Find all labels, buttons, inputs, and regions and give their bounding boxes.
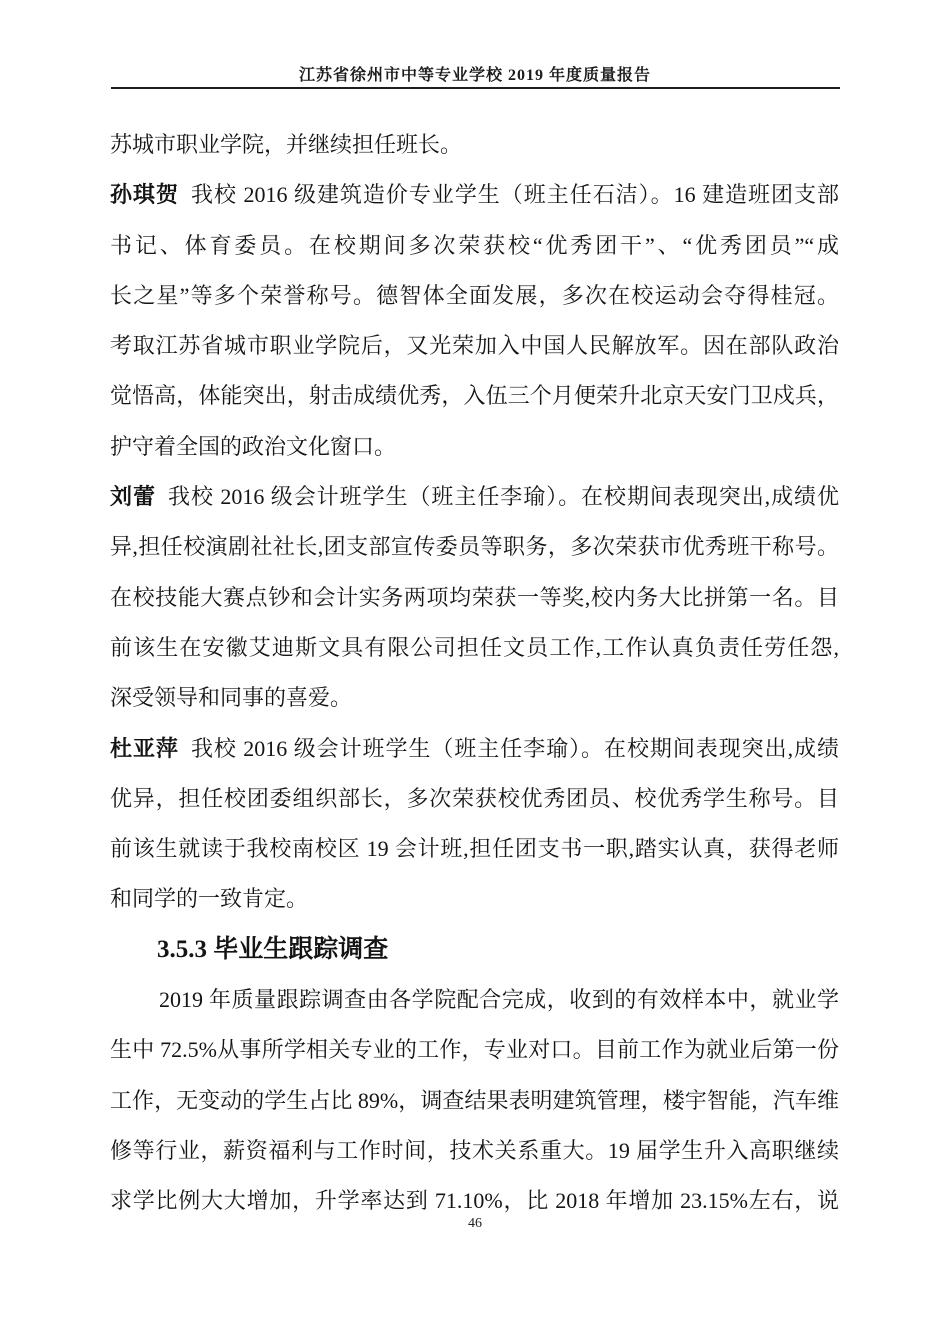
paragraph-profile-sun-qihe [110,170,839,472]
text-line: 求学比例大大增加，升学率达到 71.10%，比 2018 年增加 23.15%左右，说 [110,1188,839,1214]
text-line: 优异，担任校团委组织部长，多次荣获校优秀团员、校优秀学生称号。目 [110,785,839,811]
text-line: 前该生就读于我校南校区 19 会计班,担任团支书一职,踏实认真，获得老师 [110,836,839,862]
header-rule [111,87,840,89]
text-line: 刘蕾 我校 2016 级会计班学生（班主任李瑜）。在校期间表现突出,成绩优 [110,484,839,510]
text-line: 工作，无变动的学生占比 89%，调查结果表明建筑管理，楼宇智能，汽车维 [110,1087,839,1113]
paragraph-survey [110,975,839,1226]
text-line: 觉悟高，体能突出，射击成绩优秀，入伍三个月便荣升北京天安门卫戍兵， [110,383,839,409]
text-line: 深受领导和同事的喜爱。 [110,685,353,711]
student-name: 孙琪贺 [110,182,179,208]
text-line: 长之星”等多个荣誉称号。德智体全面发展，多次在校运动会夺得桂冠。 [110,282,839,308]
text-line: 考取江苏省城市职业学院后，又光荣加入中国人民解放军。因在部队政治 [110,333,839,359]
section-heading: 3.5.3 毕业生跟踪调查 [157,935,389,963]
student-name: 刘蕾 [110,484,156,510]
text-line: 前该生在安徽艾迪斯文具有限公司担任文员工作,工作认真负责任劳任怨, [110,634,839,660]
text-line: 和同学的一致肯定。 [110,886,309,912]
paragraph-profile-du-yaping [110,724,839,925]
text-line: 护守着全国的政治文化窗口。 [110,433,397,459]
text-line: 书记、体育委员。在校期间多次荣获校“优秀团干”、“优秀团员”“成 [110,232,839,258]
text-line: 孙琪贺 我校 2016 级建筑造价专业学生（班主任石洁）。16 建造班团支部 [110,182,839,208]
text-line: 苏城市职业学院，并继续担任班长。 [110,132,463,157]
text-line: 异,担任校演剧社社长,团支部宣传委员等职务，多次荣获市优秀班干称号。 [110,534,839,560]
page-number: 46 [468,1216,482,1231]
paragraph-profile-liu-lei [110,472,839,723]
page-header-title: 江苏省徐州市中等专业学校 2019 年度质量报告 [298,67,651,84]
student-name: 杜亚萍 [110,735,179,761]
text-line: 在校技能大赛点钞和会计实务两项均荣获一等奖,校内务大比拼第一名。目 [110,584,839,610]
text-line: 杜亚萍 我校 2016 级会计班学生（班主任李瑜）。在校期间表现突出,成绩 [110,735,839,761]
text-line: 修等行业，薪资福利与工作时间，技术关系重大。19 届学生升入高职继续 [110,1137,839,1163]
text-line: 2019 年质量跟踪调查由各学院配合完成，收到的有效样本中，就业学 [159,987,839,1013]
text-line: 生中 72.5%从事所学相关专业的工作，专业对口。目前工作为就业后第一份 [110,1037,839,1063]
paragraph-continuation [110,120,839,170]
document-body [110,120,839,1227]
